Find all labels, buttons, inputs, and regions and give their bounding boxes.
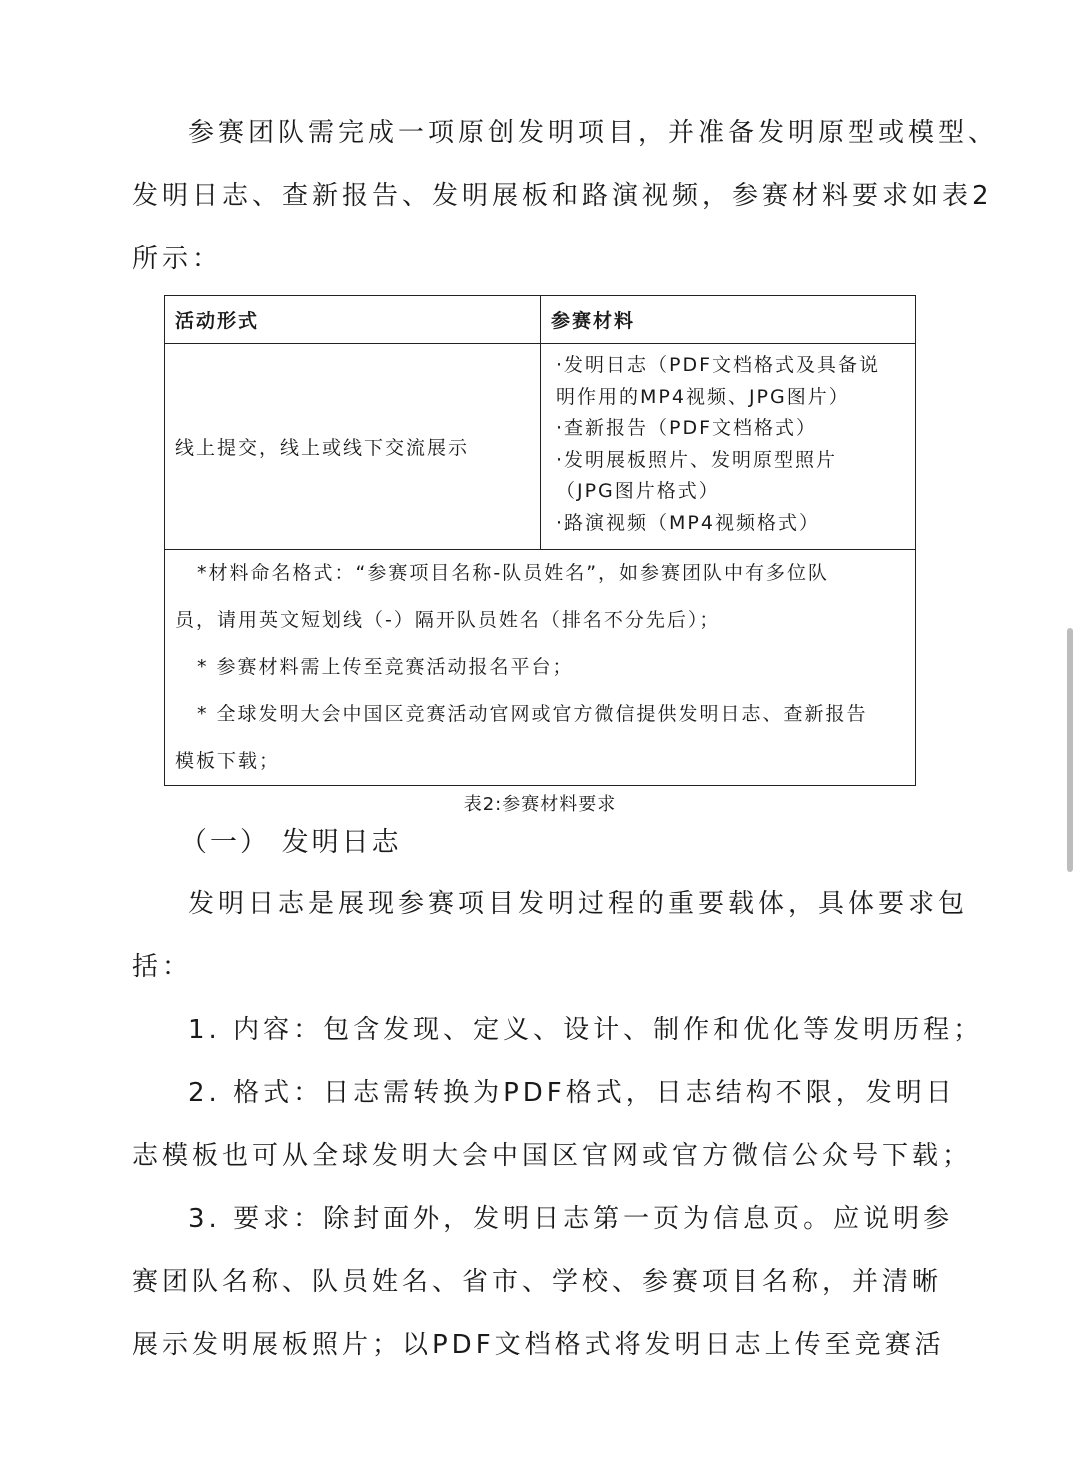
notes-cell (165, 550, 916, 786)
body-line: 3. 要求：除封面外，发明日志第一页为信息页。应说明参 (188, 1204, 954, 1234)
note-line: 模板下载； (175, 750, 281, 772)
body-line: 2. 格式：日志需转换为PDF格式，日志结构不限，发明日 (188, 1078, 956, 1108)
header-activity-form: 活动形式 (165, 296, 541, 344)
table-caption: 表2:参赛材料要求 (463, 794, 617, 815)
materials-list (542, 346, 914, 547)
body-line: 展示发明展板照片；以PDF文档格式将发明日志上传至竞赛活 (132, 1330, 945, 1360)
intro-line-2: 发明日志、查新报告、发明展板和路演视频，参赛材料要求如表2 (132, 181, 993, 211)
activity-cell: 线上提交，线上或线下交流展示 (165, 344, 541, 550)
header-materials: 参赛材料 (541, 296, 916, 344)
section-heading: （一） 发明日志 (180, 827, 402, 858)
body-line: 志模板也可从全球发明大会中国区官网或官方微信公众号下载； (132, 1141, 973, 1171)
note-line: 员，请用英文短划线（-）隔开队员姓名（排名不分先后）； (175, 609, 721, 631)
list-item: （JPG图片格式） (556, 480, 720, 502)
list-item: 明作用的MP4视频、JPG图片） (556, 385, 850, 408)
notes-row (165, 550, 916, 786)
intro-line-3: 所示： (132, 244, 223, 274)
materials-cell (541, 344, 916, 550)
intro-line-1: 参赛团队需完成一项原创发明项目，并准备发明原型或模型、 (188, 118, 999, 148)
scrollbar[interactable] (1067, 628, 1073, 872)
table-header-row (165, 296, 916, 344)
note-line: * 参赛材料需上传至竞赛活动报名平台； (197, 656, 574, 678)
body-line: 赛团队名称、队员姓名、省市、学校、参赛项目名称，并清晰 (132, 1267, 943, 1297)
requirements-table (164, 295, 916, 786)
body-line: 括： (132, 952, 193, 982)
list-item: ·路演视频（MP4视频格式） (556, 511, 820, 534)
note-line: * 全球发明大会中国区竞赛活动官网或官方微信提供发明日志、查新报告 (197, 703, 868, 725)
table-row (165, 344, 916, 550)
list-item: ·发明展板照片、发明原型照片 (556, 448, 838, 471)
list-item: ·发明日志（PDF文档格式及具备说 (556, 354, 881, 376)
list-item: ·查新报告（PDF文档格式） (556, 417, 818, 439)
body-line: 发明日志是展现参赛项目发明过程的重要载体，具体要求包 (188, 889, 969, 919)
body-line: 1. 内容：包含发现、定义、设计、制作和优化等发明历程； (188, 1015, 984, 1045)
note-line: *材料命名格式：“参赛项目名称-队员姓名”，如参赛团队中有多位队 (197, 562, 830, 584)
